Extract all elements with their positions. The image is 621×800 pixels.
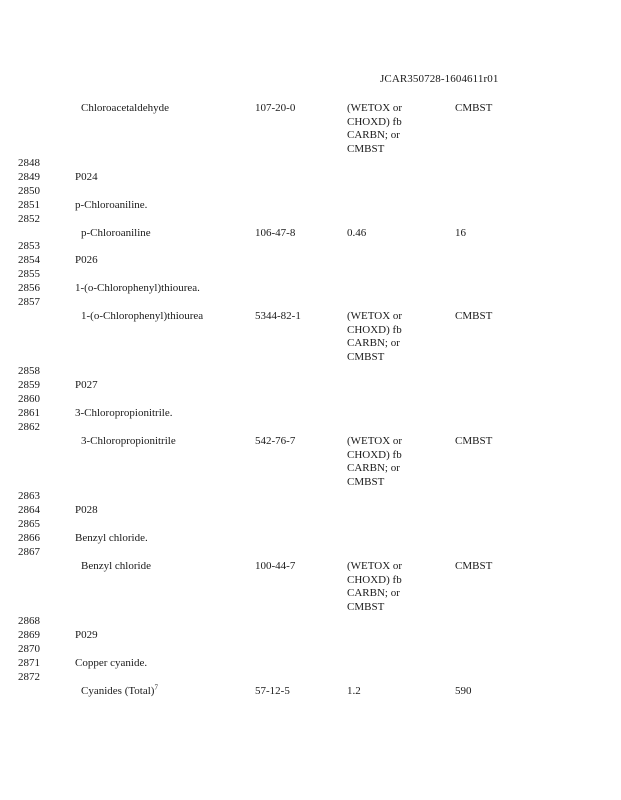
line-number: 2868 [18, 615, 40, 627]
constituent-name-text: Cyanides (Total) [81, 685, 155, 697]
line-number: 2853 [18, 240, 40, 252]
line-number: 2850 [18, 185, 40, 197]
waste-description: 1-(o-Chlorophenyl)thiourea. [75, 282, 200, 294]
waste-description: 3-Chloropropionitrile. [75, 407, 173, 419]
waste-code: P028 [75, 504, 98, 516]
line-number: 2858 [18, 365, 40, 377]
line-number: 2855 [18, 268, 40, 280]
waste-description: Copper cyanide. [75, 657, 148, 669]
constituent-name: p-Chloroaniline [81, 227, 151, 239]
line-number: 2859 [18, 379, 40, 391]
line-number: 2864 [18, 504, 40, 516]
waste-code: P026 [75, 254, 98, 266]
nonwastewater-standard: 16 [455, 227, 466, 239]
cas-number: 5344-82-1 [255, 310, 301, 322]
nonwastewater-standard: CMBST [455, 102, 493, 114]
line-number: 2857 [18, 296, 40, 308]
cas-number: 107-20-0 [255, 102, 296, 114]
nonwastewater-standard: CMBST [455, 310, 493, 322]
line-number: 2872 [18, 671, 40, 683]
constituent-name: 3-Chloropropionitrile [81, 435, 176, 447]
line-number: 2849 [18, 171, 40, 183]
line-number: 2870 [18, 643, 40, 655]
waste-code: P024 [75, 171, 98, 183]
constituent-name [81, 685, 158, 699]
line-number: 2854 [18, 254, 40, 266]
line-number: 2862 [18, 421, 40, 433]
wastewater-standard: 0.46 [347, 227, 367, 239]
wastewater-standard: 1.2 [347, 685, 361, 697]
line-number: 2860 [18, 393, 40, 405]
constituent-name: Chloroacetaldehyde [81, 102, 169, 114]
line-number: 2861 [18, 407, 40, 419]
cas-number: 106-47-8 [255, 227, 296, 239]
line-number: 2866 [18, 532, 40, 544]
line-number: 2869 [18, 629, 40, 641]
waste-code: P027 [75, 379, 98, 391]
line-number: 2865 [18, 518, 40, 530]
nonwastewater-standard: CMBST [455, 435, 493, 447]
wastewater-standard: (WETOX or CHOXD) fb CARBN; or CMBST [347, 310, 403, 363]
line-number: 2852 [18, 213, 40, 225]
line-number: 2863 [18, 490, 40, 502]
wastewater-standard: (WETOX or CHOXD) fb CARBN; or CMBST [347, 102, 403, 155]
constituent-name: 1-(o-Chlorophenyl)thiourea [81, 310, 204, 322]
line-number: 2871 [18, 657, 40, 669]
waste-code: P029 [75, 629, 98, 641]
wastewater-standard: (WETOX or CHOXD) fb CARBN; or CMBST [347, 560, 403, 613]
constituent-name: Benzyl chloride [81, 560, 151, 572]
cas-number: 542-76-7 [255, 435, 296, 447]
nonwastewater-standard: CMBST [455, 560, 493, 572]
waste-description: p-Chloroaniline. [75, 199, 148, 211]
line-number: 2856 [18, 282, 40, 294]
line-number: 2848 [18, 157, 40, 169]
wastewater-standard: (WETOX or CHOXD) fb CARBN; or CMBST [347, 435, 403, 488]
cas-number: 100-44-7 [255, 560, 296, 572]
nonwastewater-standard: 590 [455, 685, 472, 697]
footnote-marker: 7 [154, 683, 158, 692]
waste-description: Benzyl chloride. [75, 532, 148, 544]
document-id: JCAR350728-1604611r01 [380, 73, 499, 85]
line-number: 2851 [18, 199, 40, 211]
cas-number: 57-12-5 [255, 685, 290, 697]
line-number: 2867 [18, 546, 40, 558]
